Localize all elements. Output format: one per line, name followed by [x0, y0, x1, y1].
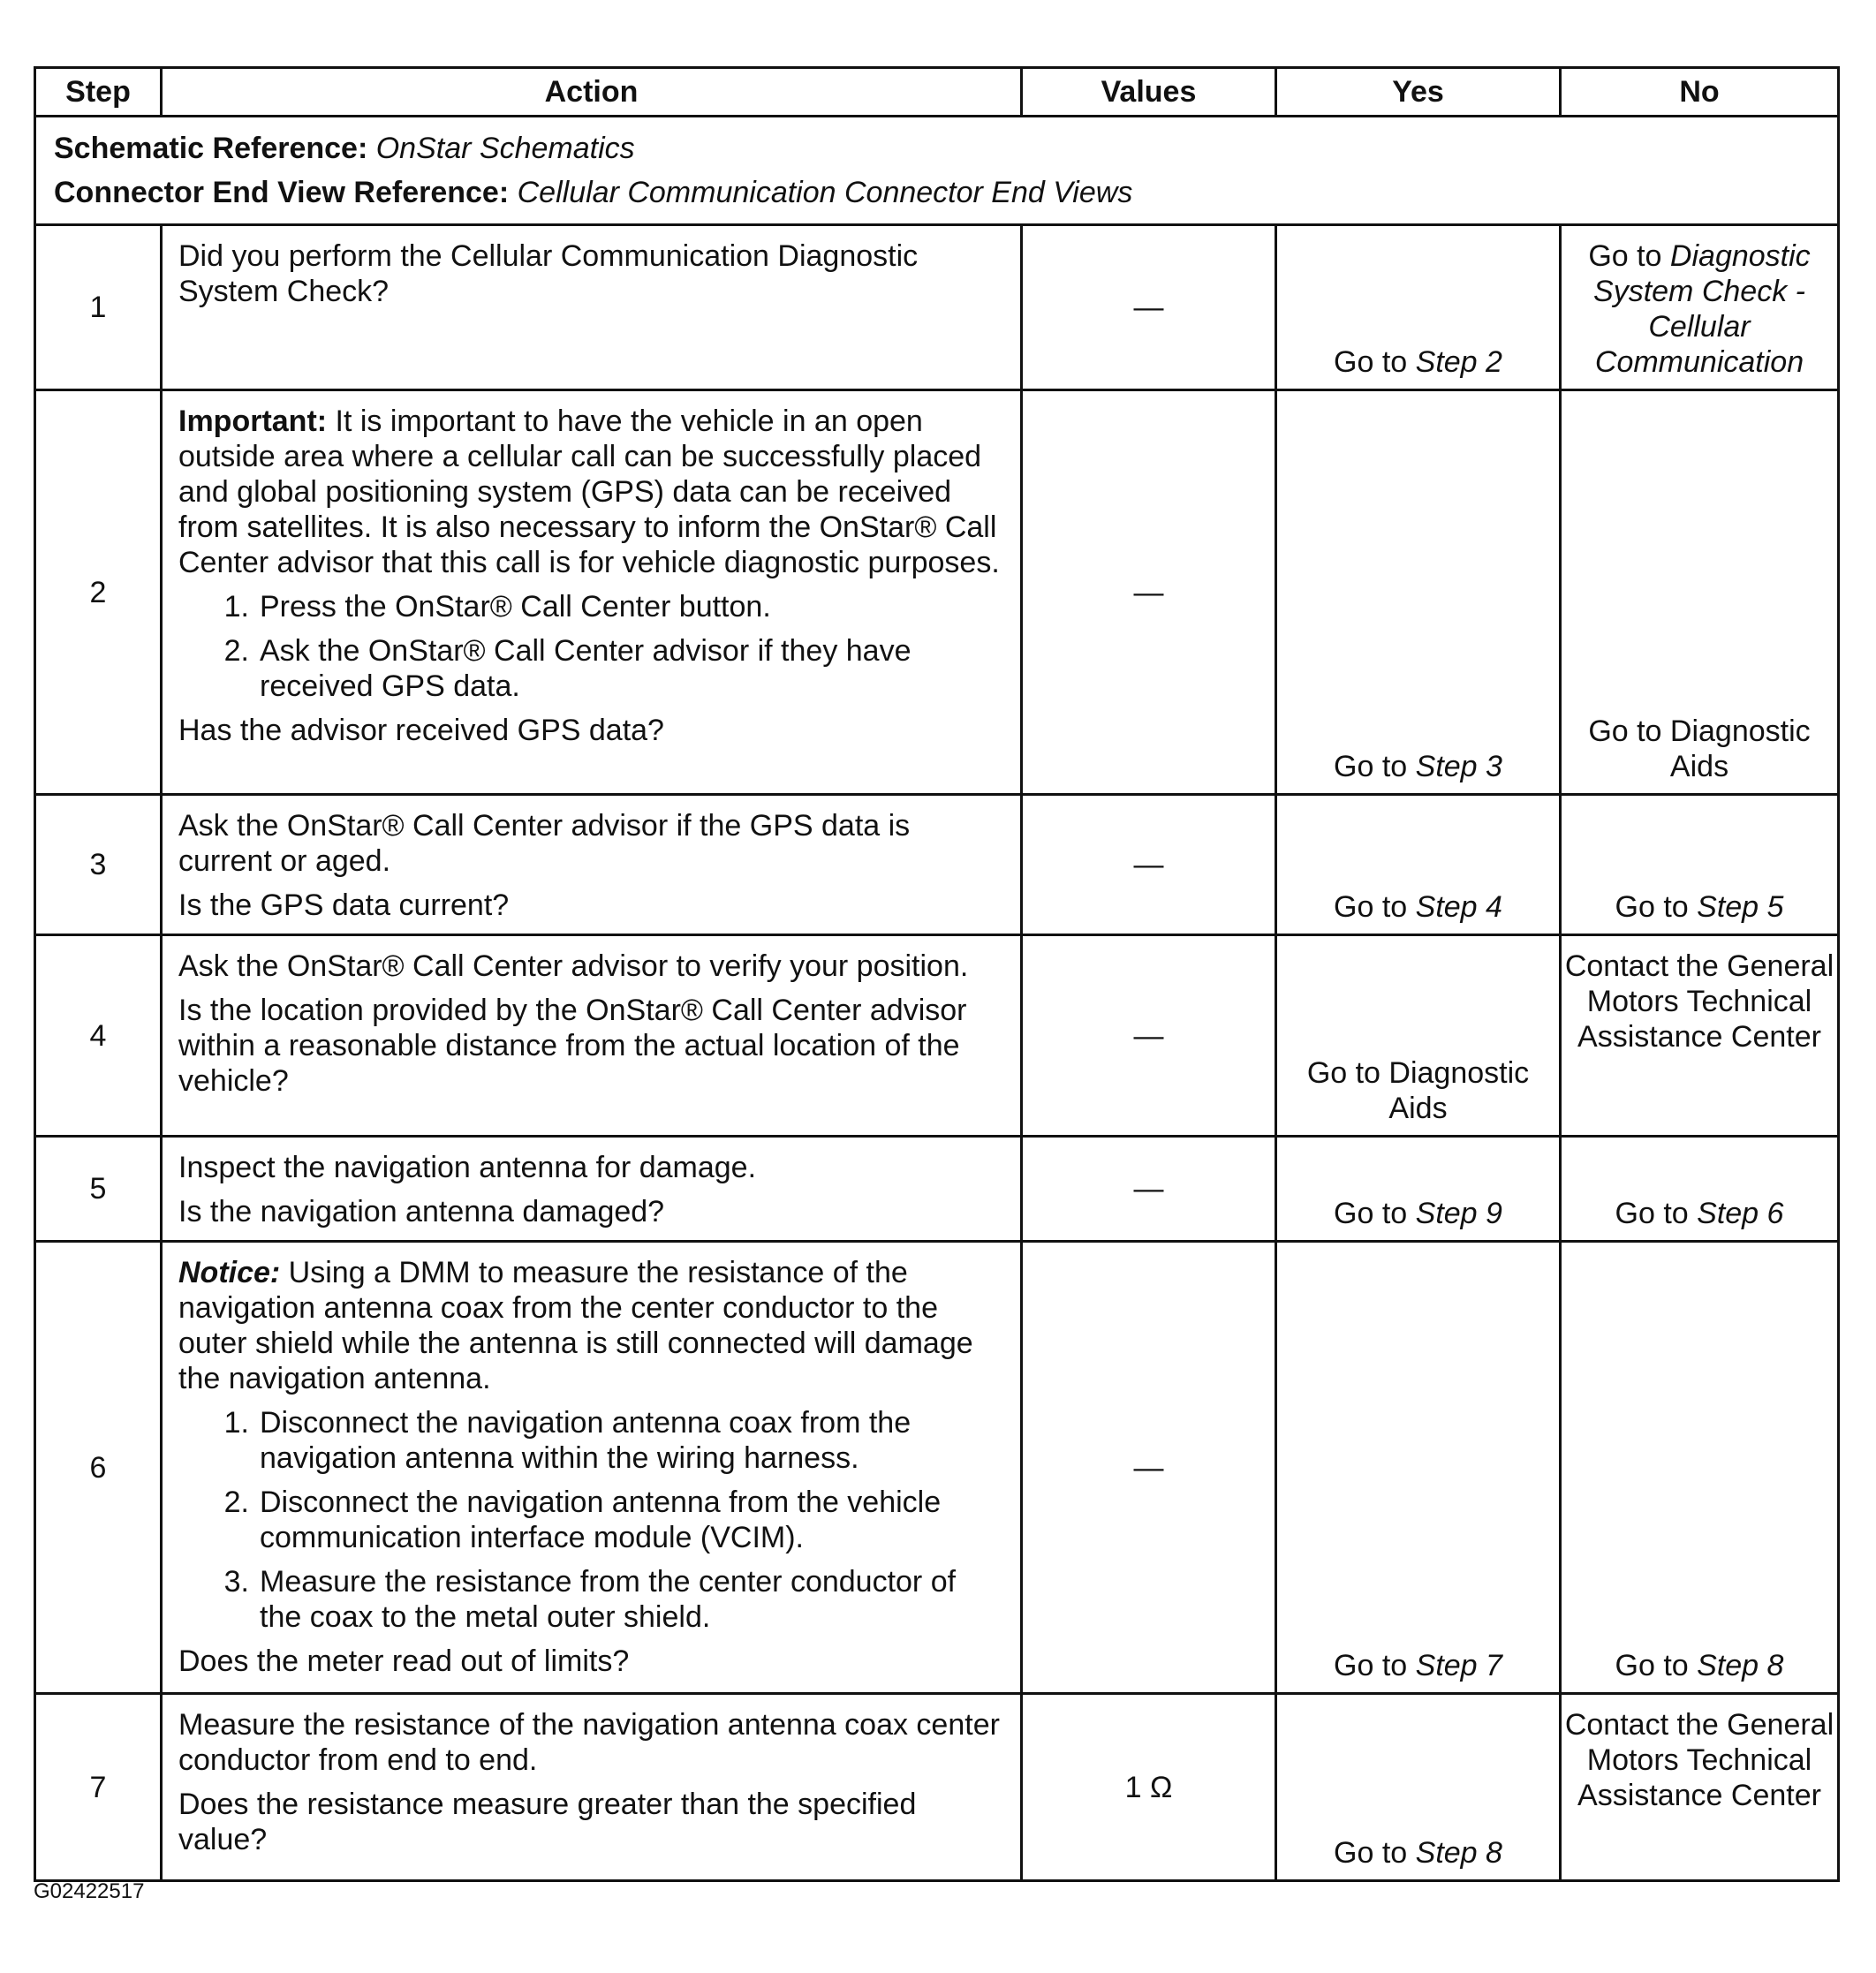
no-cell — [1561, 1242, 1839, 1694]
action-cell — [162, 225, 1022, 390]
step-number: 6 — [35, 1242, 162, 1694]
table-row — [35, 225, 1839, 390]
question-text: Has the advisor received GPS data? — [178, 714, 664, 747]
table-row — [35, 1137, 1839, 1242]
step-number: 3 — [35, 795, 162, 935]
table-row — [35, 935, 1839, 1137]
question-text: Does the resistance measure greater than the specified value? — [178, 1788, 917, 1856]
yes-link[interactable]: Step 8 — [1415, 1836, 1502, 1870]
no-cell[interactable]: Go to Diagnostic Aids — [1561, 390, 1839, 795]
schematic-ref-link[interactable]: OnStar Schematics — [375, 132, 635, 165]
schematic-ref-label: Schematic Reference: — [54, 132, 368, 165]
value-cell: — — [1022, 225, 1276, 390]
yes-link[interactable]: Step 9 — [1415, 1197, 1502, 1230]
list-item: 1. Press the OnStar® Call Center button. — [223, 590, 771, 624]
value-cell: — — [1022, 795, 1276, 935]
question-text: Does the meter read out of limits? — [178, 1644, 630, 1678]
action-text: Measure the resistance of the navigation antenna coax center conductor from end to end. — [178, 1708, 1000, 1777]
header-no: No — [1561, 68, 1839, 117]
value-cell: — — [1022, 1242, 1276, 1694]
yes-prefix: Go to — [1334, 890, 1416, 924]
table-row — [35, 795, 1839, 935]
action-text: Ask the OnStar® Call Center advisor to verify your position. — [178, 949, 969, 983]
action-text: Using a DMM to measure the resistance of the navigation antenna coax from the center conductor to the outer shield while the antenna is still connected will damage the navigation antenna. — [178, 1256, 973, 1395]
no-link[interactable]: Step 6 — [1697, 1197, 1784, 1230]
yes-link[interactable]: Step 2 — [1415, 345, 1502, 379]
list-item-text: Measure the resistance from the center conductor of the coax to the metal outer shield. — [260, 1565, 957, 1634]
list-item: 2. Ask the OnStar® Call Center advisor if they have received GPS data. — [178, 633, 1004, 704]
question-text: Is the GPS data current? — [178, 888, 510, 922]
question-text: Is the location provided by the OnStar® Call Center advisor within a reasonable distance from the actual location of the vehicle? — [178, 994, 967, 1098]
table-row — [35, 390, 1839, 795]
yes-cell[interactable]: Go to Diagnostic Aids — [1276, 935, 1561, 1137]
yes-link[interactable]: Step 3 — [1415, 750, 1502, 783]
figure-id: G02422517 — [34, 1879, 145, 1903]
header-action: Action — [162, 68, 1022, 117]
list-item: 1. Disconnect the navigation antenna coax from the navigation antenna within the wiring harness. — [178, 1405, 1004, 1476]
action-cell — [162, 795, 1022, 935]
list-item: 2. Disconnect the navigation antenna from the vehicle communication interface module (VCIM). — [178, 1485, 1004, 1555]
action-cell — [162, 1694, 1022, 1881]
step-number: 4 — [35, 935, 162, 1137]
no-cell — [1561, 795, 1839, 935]
step-number: 2 — [35, 390, 162, 795]
action-cell — [162, 1242, 1022, 1694]
list-item-text: Disconnect the navigation antenna from the vehicle communication interface module (VCIM). — [260, 1485, 942, 1554]
connector-ref-label: Connector End View Reference: — [54, 176, 510, 209]
yes-prefix: Go to — [1334, 750, 1416, 783]
no-cell — [1561, 225, 1839, 390]
no-cell[interactable]: Contact the General Motors Technical Assistance Center — [1561, 935, 1839, 1137]
question-text: Is the navigation antenna damaged? — [178, 1195, 665, 1228]
diagnostic-table — [34, 66, 1840, 1882]
yes-link[interactable]: Step 7 — [1415, 1649, 1502, 1682]
no-link[interactable]: Diagnostic System Check - Cellular Communication — [1593, 239, 1811, 379]
value-cell: — — [1022, 1137, 1276, 1242]
connector-ref-link[interactable]: Cellular Communication Connector End Views — [517, 176, 1133, 209]
action-cell — [162, 935, 1022, 1137]
step-number: 7 — [35, 1694, 162, 1881]
notice-label: Notice: — [178, 1256, 281, 1289]
step-number: 1 — [35, 225, 162, 390]
list-item-text: Press the OnStar® Call Center button. — [260, 590, 771, 624]
no-cell — [1561, 1137, 1839, 1242]
yes-cell — [1276, 1242, 1561, 1694]
value-cell: — — [1022, 935, 1276, 1137]
no-prefix: Go to — [1615, 1197, 1698, 1230]
yes-cell — [1276, 1137, 1561, 1242]
reference-row — [35, 117, 1839, 225]
no-cell[interactable]: Contact the General Motors Technical Assistance Center — [1561, 1694, 1839, 1881]
important-label: Important: — [178, 404, 328, 438]
header-step: Step — [35, 68, 162, 117]
no-prefix: Go to — [1615, 1649, 1698, 1682]
yes-cell — [1276, 390, 1561, 795]
action-cell — [162, 390, 1022, 795]
yes-link[interactable]: Step 4 — [1415, 890, 1502, 924]
list-item-text: Disconnect the navigation antenna coax from the navigation antenna within the wiring harness. — [260, 1406, 912, 1475]
no-prefix: Go to — [1615, 890, 1698, 924]
header-row — [35, 68, 1839, 117]
table-row — [35, 1242, 1839, 1694]
no-prefix: Go to — [1588, 239, 1670, 273]
header-values: Values — [1022, 68, 1276, 117]
reference-cell — [35, 117, 1839, 225]
action-text: Ask the OnStar® Call Center advisor if the GPS data is current or aged. — [178, 809, 911, 878]
yes-prefix: Go to — [1334, 1197, 1416, 1230]
table-row — [35, 1694, 1839, 1881]
value-cell: 1 Ω — [1022, 1694, 1276, 1881]
action-cell — [162, 1137, 1022, 1242]
header-yes: Yes — [1276, 68, 1561, 117]
yes-prefix: Go to — [1334, 1649, 1416, 1682]
list-item: 3. Measure the resistance from the center conductor of the coax to the metal outer shield. — [178, 1564, 1004, 1635]
yes-prefix: Go to — [1334, 1836, 1416, 1870]
list-item-text: Ask the OnStar® Call Center advisor if they have received GPS data. — [260, 634, 912, 703]
action-text: Did you perform the Cellular Communication Diagnostic System Check? — [178, 239, 919, 308]
no-link[interactable]: Step 8 — [1697, 1649, 1784, 1682]
yes-prefix: Go to — [1334, 345, 1416, 379]
yes-cell — [1276, 225, 1561, 390]
yes-cell — [1276, 1694, 1561, 1881]
step-number: 5 — [35, 1137, 162, 1242]
yes-cell — [1276, 795, 1561, 935]
action-text: It is important to have the vehicle in an open outside area where a cellular call can be successfully placed and global positioning system (GPS) data can be received from satellites. It is also necessary to inform the OnStar® Call Center advisor that this call is for vehicle diagnostic purposes. — [178, 404, 1000, 579]
action-text: Inspect the navigation antenna for damage. — [178, 1151, 757, 1184]
no-link[interactable]: Step 5 — [1697, 890, 1784, 924]
value-cell: — — [1022, 390, 1276, 795]
